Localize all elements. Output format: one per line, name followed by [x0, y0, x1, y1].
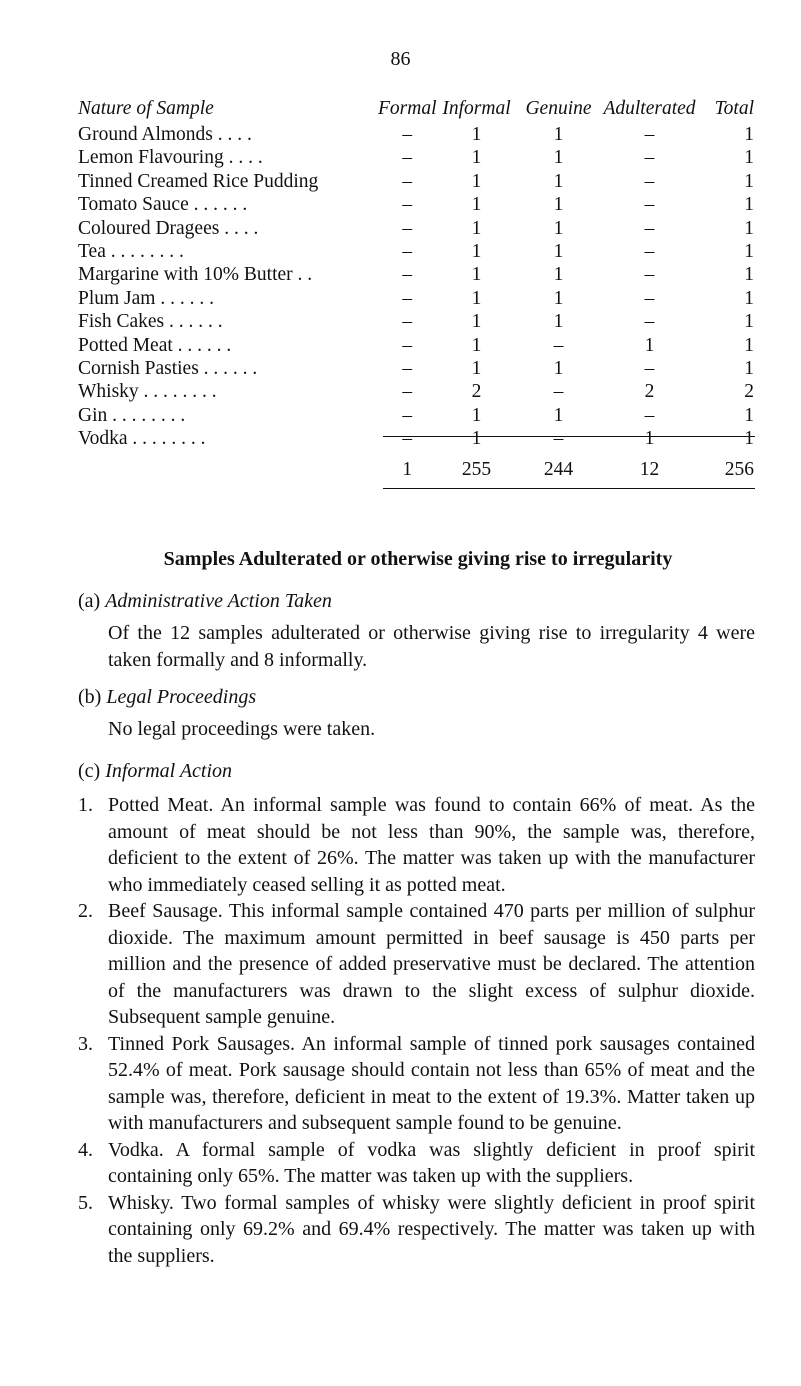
- header-adulterated: Adulterated: [603, 98, 696, 119]
- sample-name: Tomato Sauce . . . . . .: [78, 194, 248, 216]
- list-item-text: Tinned Pork Sausages. An informal sample of tinned pork sausages contained 52.4% of meat. Pork sausage should contain not less than 65% of meat and the sample was, therefore, deficient in meat to the extent of 19.3%. Matter taken up with manufacturers and subsequent sample found to be genuine.: [108, 1032, 755, 1134]
- adulterated-count: 1: [644, 334, 655, 356]
- formal-count: –: [402, 358, 413, 380]
- total-formal: 1: [402, 458, 413, 480]
- formal-count: –: [402, 381, 413, 403]
- formal-count: –: [402, 334, 413, 356]
- adulterated-count: –: [644, 194, 655, 216]
- sub-heading-c: [78, 758, 758, 785]
- formal-count: –: [402, 404, 413, 426]
- sub-c-heading: Informal Action: [105, 760, 233, 782]
- samples-table: [78, 97, 754, 485]
- list-item: [78, 1190, 755, 1270]
- genuine-count: 1: [553, 404, 564, 426]
- table-row: [78, 146, 754, 169]
- adulterated-count: –: [644, 241, 655, 263]
- informal-count: 1: [471, 287, 482, 309]
- genuine-count: 1: [553, 264, 564, 286]
- adulterated-count: –: [644, 358, 655, 380]
- list-item-number: 4.: [78, 1138, 93, 1161]
- total-count: 1: [744, 358, 754, 380]
- informal-action-list: [78, 792, 755, 1269]
- informal-count: 1: [471, 334, 482, 356]
- formal-count: –: [402, 124, 413, 145]
- informal-count: 1: [471, 264, 482, 286]
- total-count: 1: [744, 170, 754, 192]
- totals-row: [78, 451, 754, 485]
- adulterated-count: –: [644, 404, 655, 426]
- formal-count: –: [402, 428, 413, 450]
- adulterated-count: –: [644, 147, 655, 169]
- informal-count: 1: [471, 311, 482, 333]
- total-count: 1: [744, 217, 754, 239]
- informal-count: 1: [471, 170, 482, 192]
- total-count: 1: [744, 334, 754, 356]
- list-item-text: Whisky. Two formal samples of whisky were slightly deficient in proof spirit containing only 69.2% and 69.4% respectively. The matter was taken up with the suppliers.: [108, 1191, 755, 1267]
- sample-name: Vodka . . . . . . . .: [78, 428, 206, 450]
- informal-count: 2: [471, 381, 482, 403]
- genuine-count: 1: [553, 124, 564, 145]
- informal-count: 1: [471, 428, 482, 450]
- adulterated-count: 1: [644, 428, 655, 450]
- list-item-number: 5.: [78, 1191, 93, 1214]
- table-row: [78, 193, 754, 216]
- adulterated-count: 2: [644, 381, 655, 403]
- formal-count: –: [402, 147, 413, 169]
- informal-count: 1: [471, 147, 482, 169]
- genuine-count: 1: [553, 311, 564, 333]
- table-row: [78, 287, 754, 310]
- total-count: 1: [744, 311, 754, 333]
- table-row: [78, 334, 754, 357]
- genuine-count: 1: [553, 170, 564, 192]
- table-row: [78, 263, 754, 286]
- table-row: [78, 404, 754, 427]
- totals-bottom-rule: [383, 488, 755, 489]
- header-nature: Nature of Sample: [78, 98, 214, 119]
- table-row: [78, 380, 754, 403]
- sample-name: Tea . . . . . . . .: [78, 241, 184, 263]
- sub-heading-a: [78, 588, 758, 615]
- total-count: 1: [744, 147, 754, 169]
- sub-c-label: (c): [78, 760, 101, 782]
- list-item: [78, 1137, 755, 1190]
- informal-count: 1: [471, 124, 482, 145]
- sample-name: Cornish Pasties . . . . . .: [78, 358, 258, 380]
- header-total: Total: [714, 98, 754, 119]
- adulterated-count: –: [644, 170, 655, 192]
- informal-count: 1: [471, 194, 482, 216]
- genuine-count: 1: [553, 241, 564, 263]
- table-row: [78, 357, 754, 380]
- formal-count: –: [402, 311, 413, 333]
- table-row: [78, 310, 754, 333]
- list-item: [78, 1031, 755, 1137]
- table-row: [78, 240, 754, 263]
- sample-name: Gin . . . . . . . .: [78, 404, 186, 426]
- sample-name: Ground Almonds . . . .: [78, 124, 252, 145]
- total-adulterated: 12: [639, 458, 660, 480]
- sample-name: Tinned Creamed Rice Pudding: [78, 170, 319, 192]
- genuine-count: –: [553, 334, 564, 356]
- totals-label: [78, 451, 378, 485]
- total-count: 1: [744, 124, 754, 145]
- total-informal: 255: [461, 458, 492, 480]
- sample-name: Plum Jam . . . . . .: [78, 287, 214, 309]
- page-number: 86: [390, 48, 411, 70]
- sub-heading-b: [78, 684, 758, 711]
- total-count: 1: [744, 194, 754, 216]
- list-item-text: Potted Meat. An informal sample was found to contain 66% of meat. As the amount of meat should be not less than 90%, the sample was, therefore, deficient to the extent of 26%. The matter was taken up with the manufacturer who immediately ceased selling it as potted meat.: [108, 794, 755, 896]
- genuine-count: 1: [553, 287, 564, 309]
- sample-name: Margarine with 10% Butter . .: [78, 264, 313, 286]
- table-row: [78, 217, 754, 240]
- header-informal: Informal: [442, 98, 511, 119]
- formal-count: –: [402, 264, 413, 286]
- total-total: 256: [724, 458, 754, 480]
- total-count: 1: [744, 241, 754, 263]
- formal-count: –: [402, 287, 413, 309]
- total-count: 1: [744, 428, 754, 450]
- list-item: [78, 792, 755, 898]
- sample-name: Lemon Flavouring . . . .: [78, 147, 263, 169]
- genuine-count: 1: [553, 217, 564, 239]
- header-formal: Formal: [378, 98, 437, 119]
- list-item-number: 2.: [78, 900, 93, 922]
- sub-b-text: No legal proceedings were taken.: [108, 718, 376, 740]
- table-row: [78, 170, 754, 193]
- adulterated-count: –: [644, 124, 655, 145]
- header-genuine: Genuine: [525, 98, 592, 119]
- total-genuine: 244: [543, 458, 574, 480]
- sample-name: Coloured Dragees . . . .: [78, 217, 259, 239]
- sub-a-heading: Administrative Action Taken: [105, 590, 332, 612]
- genuine-count: 1: [553, 194, 564, 216]
- list-item-number: 1.: [78, 794, 93, 816]
- formal-count: –: [402, 217, 413, 239]
- sample-name: Potted Meat . . . . . .: [78, 334, 232, 356]
- total-count: 1: [744, 404, 754, 426]
- table-row: [78, 123, 754, 146]
- genuine-count: 1: [553, 147, 564, 169]
- total-count: 1: [744, 264, 754, 286]
- informal-count: 1: [471, 217, 482, 239]
- list-item: [78, 898, 755, 1031]
- informal-count: 1: [471, 404, 482, 426]
- adulterated-count: –: [644, 217, 655, 239]
- formal-count: –: [402, 241, 413, 263]
- section-heading: Samples Adulterated or otherwise giving rise to irregularity: [163, 548, 673, 570]
- list-item-text: Vodka. A formal sample of vodka was slightly deficient in proof spirit containing only 65%. The matter was taken up with the suppliers.: [108, 1138, 755, 1187]
- formal-count: –: [402, 194, 413, 216]
- sub-b-heading: Legal Proceedings: [106, 686, 257, 708]
- genuine-count: 1: [553, 358, 564, 380]
- list-item-number: 3.: [78, 1032, 93, 1055]
- sub-b-label: (b): [78, 686, 102, 708]
- sample-name: Whisky . . . . . . . .: [78, 381, 217, 403]
- formal-count: –: [402, 170, 413, 192]
- sub-a-text: Of the 12 samples adulterated or otherwise giving rise to irregularity 4 were taken formally and 8 informally.: [108, 622, 755, 671]
- total-count: 2: [744, 381, 754, 403]
- totals-top-rule: [383, 436, 755, 437]
- informal-count: 1: [471, 358, 482, 380]
- genuine-count: –: [553, 381, 564, 403]
- genuine-count: –: [553, 428, 564, 450]
- table-header-row: [78, 97, 754, 123]
- adulterated-count: –: [644, 287, 655, 309]
- informal-count: 1: [471, 241, 482, 263]
- adulterated-count: –: [644, 264, 655, 286]
- list-item-text: Beef Sausage. This informal sample contained 470 parts per million of sulphur dioxide. The maximum amount permitted in beef sausage is 450 parts per million and the presence of added preservative must be declared. The attention of the manufacturers was drawn to the slight excess of sulphur dioxide. Subsequent sample genuine.: [108, 900, 755, 1028]
- adulterated-count: –: [644, 311, 655, 333]
- sub-a-label: (a): [78, 590, 101, 612]
- total-count: 1: [744, 287, 754, 309]
- sample-name: Fish Cakes . . . . . .: [78, 311, 223, 333]
- table-row: [78, 427, 754, 450]
